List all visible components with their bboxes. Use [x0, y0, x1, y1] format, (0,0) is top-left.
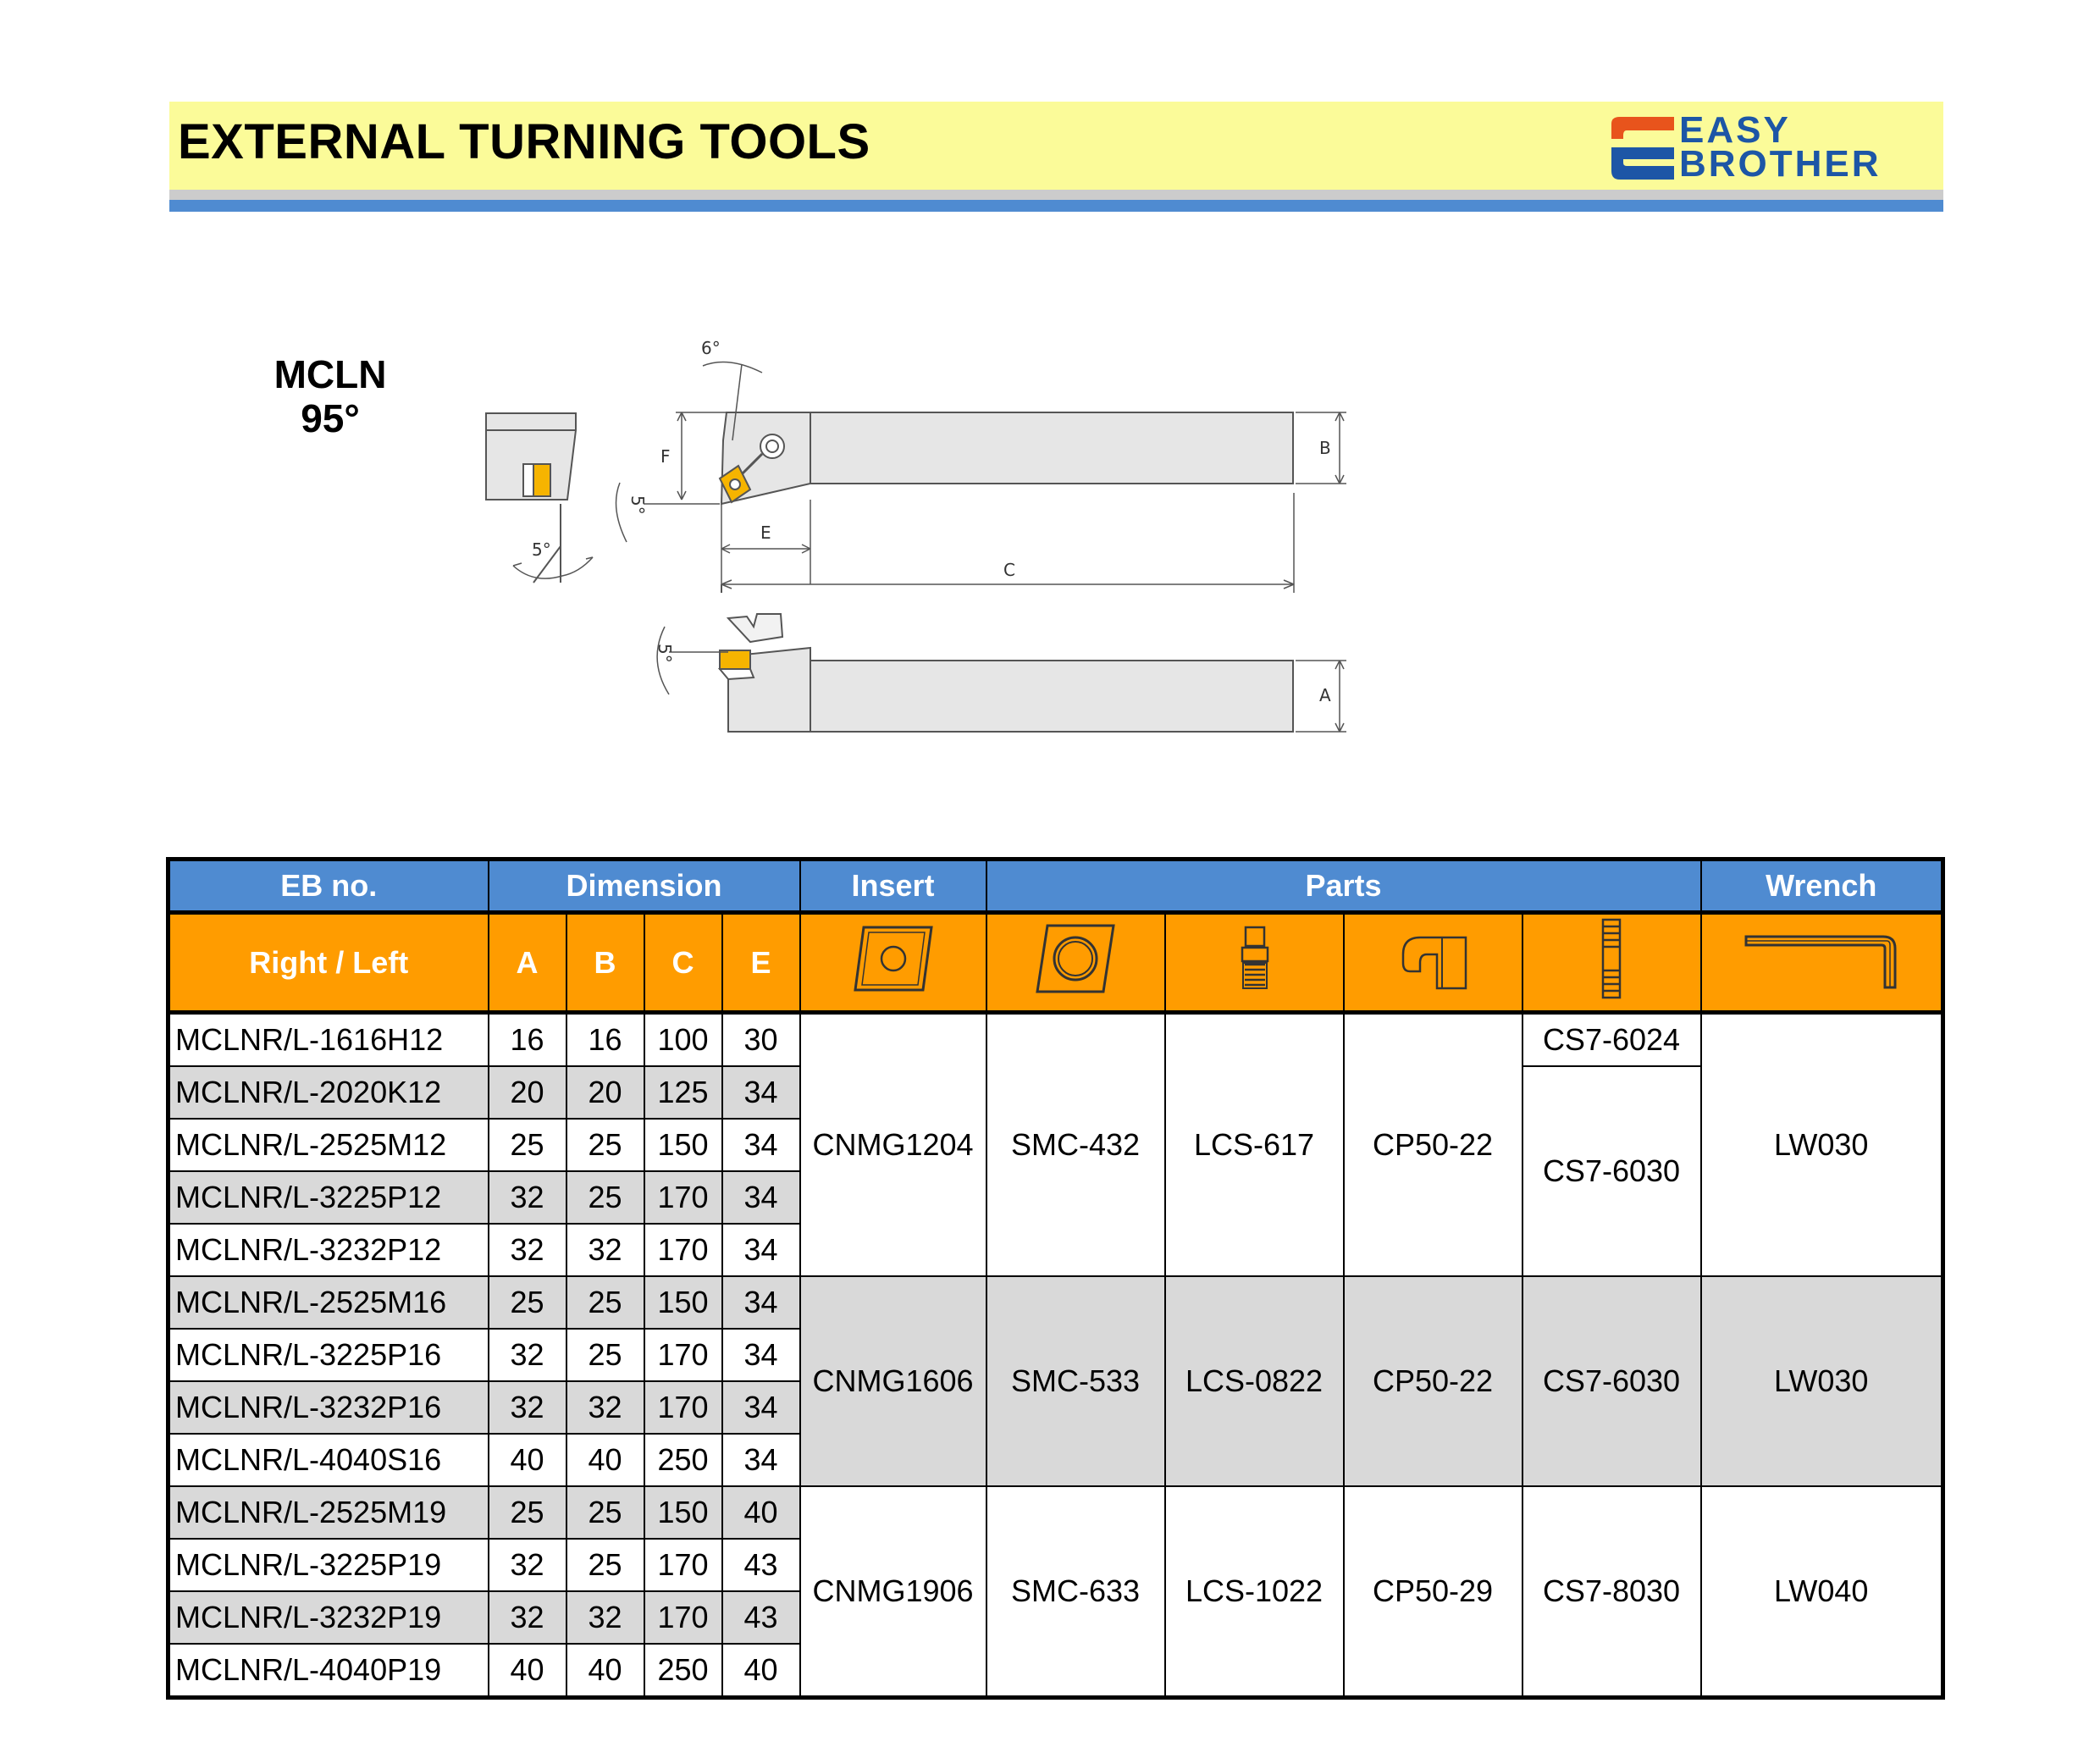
row-dim-e: 34	[722, 1329, 800, 1381]
row-dim-a: 25	[489, 1276, 566, 1329]
row-dim-a: 40	[489, 1644, 566, 1698]
row-dim-e: 34	[722, 1171, 800, 1224]
group-shim: SMC-533	[986, 1276, 1165, 1486]
group-insert: CNMG1606	[800, 1276, 986, 1486]
header-dim-b: B	[566, 913, 644, 1013]
group-wrench: LW030	[1701, 1276, 1943, 1486]
header-right-left: Right / Left	[169, 913, 489, 1013]
front-view	[657, 614, 1346, 732]
insert-icon-cell	[800, 913, 986, 1013]
spec-table	[166, 857, 1945, 1700]
row-model: MCLNR/L-2525M19	[169, 1486, 489, 1539]
row-model: MCLNR/L-2020K12	[169, 1066, 489, 1119]
header-dim-a: A	[489, 913, 566, 1013]
top-view	[616, 362, 1347, 594]
shim-icon-cell	[986, 913, 1165, 1013]
header-wrench: Wrench	[1701, 860, 1943, 913]
row-dim-a: 32	[489, 1381, 566, 1434]
tool-holder-drawing	[474, 330, 1372, 754]
row-model: MCLNR/L-3225P12	[169, 1171, 489, 1224]
header-dimension: Dimension	[489, 860, 800, 913]
row-dim-e: 34	[722, 1434, 800, 1486]
row-dim-b: 25	[566, 1329, 644, 1381]
row-dim-b: 25	[566, 1276, 644, 1329]
row-dim-c: 250	[644, 1434, 722, 1486]
row-dim-c: 170	[644, 1224, 722, 1276]
row-dim-e: 43	[722, 1591, 800, 1644]
row-dim-e: 34	[722, 1276, 800, 1329]
pin-icon-cell	[1165, 913, 1344, 1013]
row-model: MCLNR/L-4040P19	[169, 1644, 489, 1698]
row-dim-c: 250	[644, 1644, 722, 1698]
row-dim-b: 32	[566, 1591, 644, 1644]
row-model: MCLNR/L-4040S16	[169, 1434, 489, 1486]
row-dim-e: 40	[722, 1486, 800, 1539]
header-divider-gray	[169, 190, 1943, 200]
group-screw-a: CS7-6024	[1522, 1013, 1701, 1067]
row-dim-a: 32	[489, 1539, 566, 1591]
header-dim-e: E	[722, 913, 800, 1013]
row-model: MCLNR/L-3232P16	[169, 1381, 489, 1434]
group-pin: LCS-1022	[1165, 1486, 1344, 1698]
insert-icon	[847, 921, 940, 997]
row-dim-e: 34	[722, 1224, 800, 1276]
group-clamp: CP50-22	[1344, 1276, 1522, 1486]
row-model: MCLNR/L-3225P19	[169, 1539, 489, 1591]
row-dim-b: 32	[566, 1381, 644, 1434]
row-dim-e: 43	[722, 1539, 800, 1591]
row-dim-a: 32	[489, 1591, 566, 1644]
header-insert: Insert	[800, 860, 986, 913]
row-dim-b: 25	[566, 1119, 644, 1171]
group-insert: CNMG1906	[800, 1486, 986, 1698]
row-dim-a: 32	[489, 1224, 566, 1276]
dim-A-label: A	[1319, 685, 1331, 705]
group-shim: SMC-633	[986, 1486, 1165, 1698]
row-dim-e: 40	[722, 1644, 800, 1698]
row-model: MCLNR/L-3225P16	[169, 1329, 489, 1381]
screw-icon-cell	[1522, 913, 1701, 1013]
row-dim-b: 20	[566, 1066, 644, 1119]
group-pin: LCS-617	[1165, 1013, 1344, 1277]
group-clamp: CP50-22	[1344, 1013, 1522, 1277]
model-label	[229, 352, 432, 440]
group-screw-b: CS7-6030	[1522, 1066, 1701, 1276]
dim-C-label: C	[1003, 560, 1015, 580]
row-dim-b: 16	[566, 1013, 644, 1067]
group-shim: SMC-432	[986, 1013, 1165, 1277]
row-dim-b: 32	[566, 1224, 644, 1276]
row-dim-c: 170	[644, 1381, 722, 1434]
clamp-icon	[1395, 921, 1471, 997]
row-dim-c: 170	[644, 1591, 722, 1644]
row-dim-e: 34	[722, 1119, 800, 1171]
dim-B-label: B	[1319, 438, 1331, 458]
header-divider-blue	[169, 200, 1943, 212]
group-screw: CS7-6030	[1522, 1276, 1701, 1486]
model-name: MCLN	[274, 352, 387, 396]
row-dim-c: 150	[644, 1119, 722, 1171]
screw-icon	[1594, 916, 1628, 1001]
angle-5-end-label: 5°	[532, 539, 551, 560]
model-angle: 95°	[301, 396, 360, 440]
row-dim-c: 170	[644, 1171, 722, 1224]
logo-line-brother: BROTHER	[1679, 143, 1882, 185]
row-dim-e: 34	[722, 1381, 800, 1434]
row-model: MCLNR/L-1616H12	[169, 1013, 489, 1067]
row-model: MCLNR/L-2525M12	[169, 1119, 489, 1171]
row-dim-a: 25	[489, 1486, 566, 1539]
row-dim-b: 40	[566, 1644, 644, 1698]
row-model: MCLNR/L-2525M16	[169, 1276, 489, 1329]
group-wrench: LW030	[1701, 1013, 1943, 1277]
easy-brother-logo	[1603, 109, 1933, 185]
row-dim-a: 16	[489, 1013, 566, 1067]
row-dim-a: 20	[489, 1066, 566, 1119]
table-row	[169, 1486, 1943, 1539]
row-dim-a: 25	[489, 1119, 566, 1171]
dim-E-label: E	[760, 523, 771, 543]
group-screw: CS7-8030	[1522, 1486, 1701, 1698]
row-dim-c: 170	[644, 1539, 722, 1591]
clamp-icon-cell	[1344, 913, 1522, 1013]
group-insert: CNMG1204	[800, 1013, 986, 1277]
page-title: EXTERNAL TURNING TOOLS	[178, 114, 870, 169]
row-dim-a: 40	[489, 1434, 566, 1486]
logo-mark-icon	[1603, 113, 1679, 181]
angle-5-side-label: 5°	[627, 495, 648, 515]
row-dim-b: 25	[566, 1486, 644, 1539]
group-clamp: CP50-29	[1344, 1486, 1522, 1698]
table-row	[169, 1276, 1943, 1329]
header-dim-c: C	[644, 913, 722, 1013]
angle-5-front-label: 5°	[655, 644, 675, 663]
pin-icon	[1233, 921, 1275, 997]
row-dim-e: 34	[722, 1066, 800, 1119]
dim-F-label: F	[660, 446, 671, 467]
group-wrench: LW040	[1701, 1486, 1943, 1698]
row-dim-c: 100	[644, 1013, 722, 1067]
row-dim-b: 40	[566, 1434, 644, 1486]
row-dim-c: 170	[644, 1329, 722, 1381]
row-dim-e: 30	[722, 1013, 800, 1067]
table-row	[169, 1013, 1943, 1067]
row-dim-b: 25	[566, 1171, 644, 1224]
shim-icon	[1029, 921, 1122, 997]
row-dim-c: 150	[644, 1486, 722, 1539]
logo-text	[1679, 109, 1882, 185]
wrench-icon-cell	[1701, 913, 1943, 1013]
header-parts: Parts	[986, 860, 1701, 913]
row-dim-a: 32	[489, 1171, 566, 1224]
row-model: MCLNR/L-3232P12	[169, 1224, 489, 1276]
logo-line-easy: EASY	[1679, 109, 1791, 151]
row-dim-c: 125	[644, 1066, 722, 1119]
angle-6-label: 6°	[701, 338, 721, 358]
header-eb-no: EB no.	[169, 860, 489, 913]
group-pin: LCS-0822	[1165, 1276, 1344, 1486]
row-dim-c: 150	[644, 1276, 722, 1329]
row-dim-b: 25	[566, 1539, 644, 1591]
wrench-icon	[1741, 925, 1902, 993]
row-model: MCLNR/L-3232P19	[169, 1591, 489, 1644]
row-dim-a: 32	[489, 1329, 566, 1381]
